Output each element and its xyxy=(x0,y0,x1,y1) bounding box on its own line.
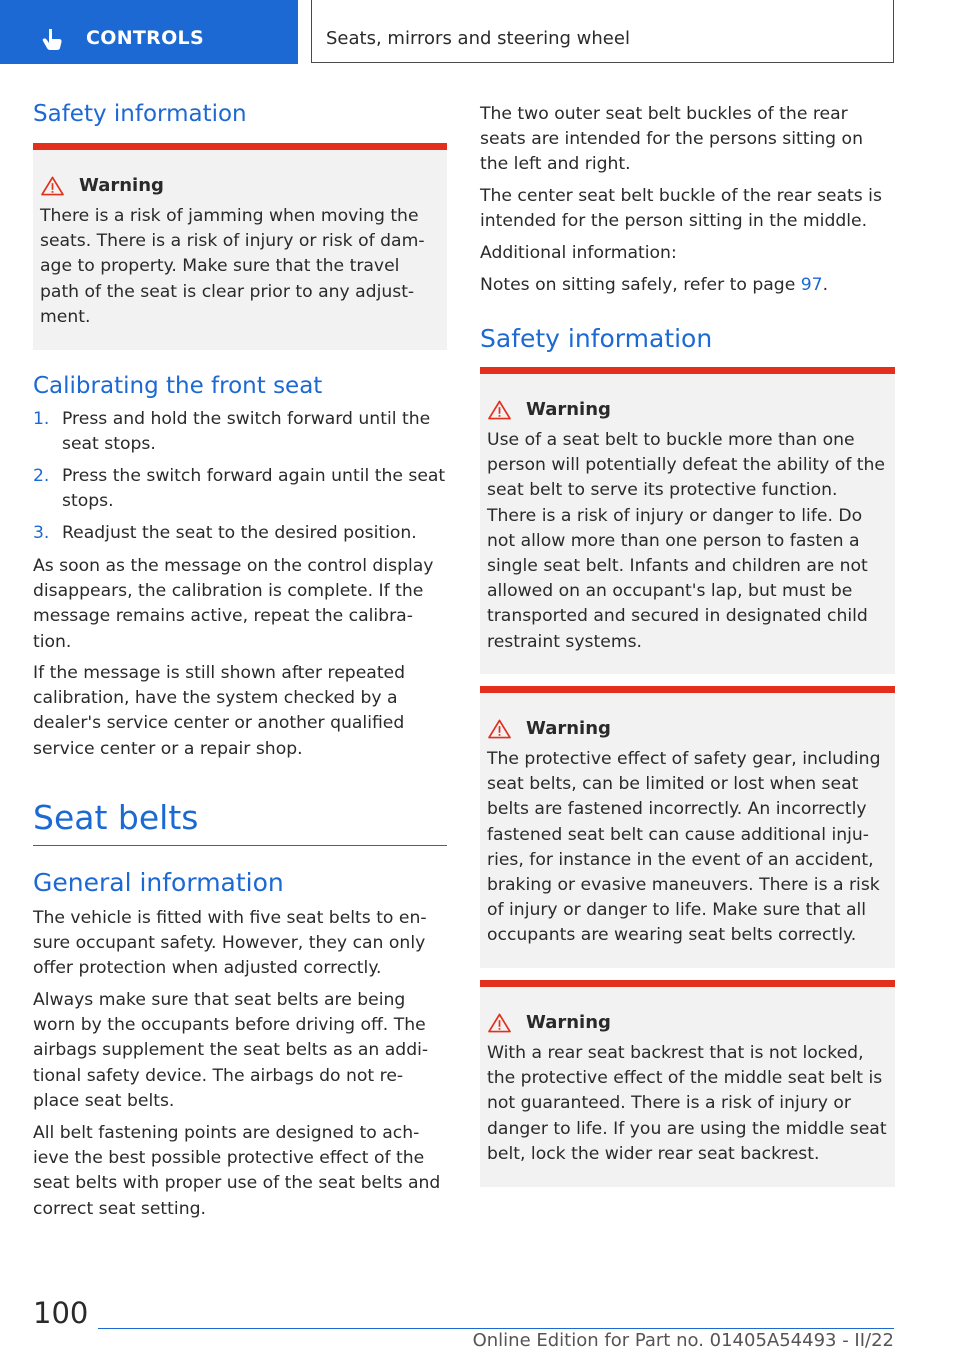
center-buckle-paragraph: The center seat belt buckle of the rear seats is intended for the person sitting in the middle. xyxy=(480,186,882,232)
warning-triangle-icon xyxy=(488,400,511,420)
warning-title: Warning xyxy=(526,1012,611,1033)
seat-belts-heading: Seat belts xyxy=(33,798,199,837)
list-item xyxy=(33,464,447,516)
page-reference xyxy=(480,273,895,298)
edition-footer: Online Edition for Part no. 01405A54493 - II/22 xyxy=(472,1330,894,1351)
belts-paragraph-3: All belt fastening points are designed to ach‐ieve the best possible protective effect of the seat belts with proper use of the seat belts and correct seat setting. xyxy=(33,1123,441,1219)
page-reference-text: Notes on sitting safely, refer to page xyxy=(480,275,801,295)
warning-title: Warning xyxy=(79,175,164,196)
outer-buckles-paragraph: The two outer seat belt buckles of the rear seats are intended for the persons sitting on the left and right. xyxy=(480,104,863,175)
step-text: Press the switch forward again until the seat stops. xyxy=(62,466,446,512)
safety-heading-left: Safety information xyxy=(33,101,247,127)
section-title: CONTROLS xyxy=(86,27,204,49)
step-number: 2. xyxy=(33,466,50,486)
step-text: Readjust the seat to the desired position. xyxy=(62,523,417,543)
warning-triangle-icon xyxy=(41,176,64,196)
warning-text: There is a risk of jamming when moving the seats. There is a risk of injury or risk of dam‐age to property. Make sure that the travel path of the seat is clear prior to any adjust‐ment. xyxy=(40,206,425,327)
calibration-repeat-paragraph: If the message is still shown after repeated calibration, have the system checked by a dealer's service center or another qualified service center or a repair shop. xyxy=(33,663,406,759)
list-item xyxy=(33,407,447,459)
page-97-link[interactable]: 97 xyxy=(800,275,823,295)
chapter-title: Seats, mirrors and steering wheel xyxy=(326,28,630,49)
warning-text: Use of a seat belt to buckle more than one person will potentially defeat the ability of the seat belt to serve its protective function. There is a risk of injury or danger to life. Do not allow more than one person to fasten a single seat belt. Infants and children are not allowed on an occupant's lap, but must be transported and secured in designated child restraint systems. xyxy=(487,430,885,652)
list-item xyxy=(33,521,447,548)
hand-pointer-icon xyxy=(40,27,66,55)
warning-text: The protective effect of safety gear, including seat belts, can be limited or lost when seat belts are fastened incorrectly. An incorrectly fastened seat belt can cause additional inju‐ries, for instance in the event of an accident, braking or evasive maneuvers. There is a risk of injury or danger to life. Make sure that all occupants are wearing seat belts correctly. xyxy=(487,749,881,946)
heading-rule xyxy=(33,845,447,846)
calibrating-heading: Calibrating the front seat xyxy=(33,373,323,399)
warning-box-incorrect-fastening xyxy=(480,686,895,968)
warning-triangle-icon xyxy=(488,1013,511,1033)
warning-title: Warning xyxy=(526,718,611,739)
step-text: Press and hold the switch forward until the seat stops. xyxy=(62,409,431,455)
warning-box-backrest xyxy=(480,980,895,1187)
warning-box-jamming xyxy=(33,143,447,350)
footer-rule xyxy=(98,1328,894,1329)
safety-heading-right: Safety information xyxy=(480,324,713,353)
step-number: 3. xyxy=(33,523,50,543)
page-reference-suffix: . xyxy=(822,275,829,295)
calibration-paragraph: As soon as the message on the control display disappears, the calibration is complete. If the message remains active, repeat the calibra‐tion. xyxy=(33,556,434,652)
belts-paragraph-2: Always make sure that seat belts are being worn by the occupants before driving off. The airbags supplement the seat belts as an addi‐tional safety device. The airbags do not re‐place seat belts. xyxy=(33,990,429,1111)
warning-title: Warning xyxy=(526,399,611,420)
step-number: 1. xyxy=(33,409,50,429)
belts-paragraph-1: The vehicle is fitted with five seat belts to en‐sure occupant safety. However, they can only offer protection when adjusted correctly. xyxy=(33,908,427,979)
warning-triangle-icon xyxy=(488,719,511,739)
warning-box-multiple-persons xyxy=(480,367,895,674)
general-information-heading: General information xyxy=(33,868,284,897)
page-number: 100 xyxy=(33,1296,89,1330)
additional-information-label: Additional information: xyxy=(480,243,677,263)
warning-text: With a rear seat backrest that is not locked, the protective effect of the middle seat belt is not guaranteed. There is a risk of injury or danger to life. If you are using the middle seat belt, lock the wider rear seat backrest. xyxy=(487,1043,887,1164)
